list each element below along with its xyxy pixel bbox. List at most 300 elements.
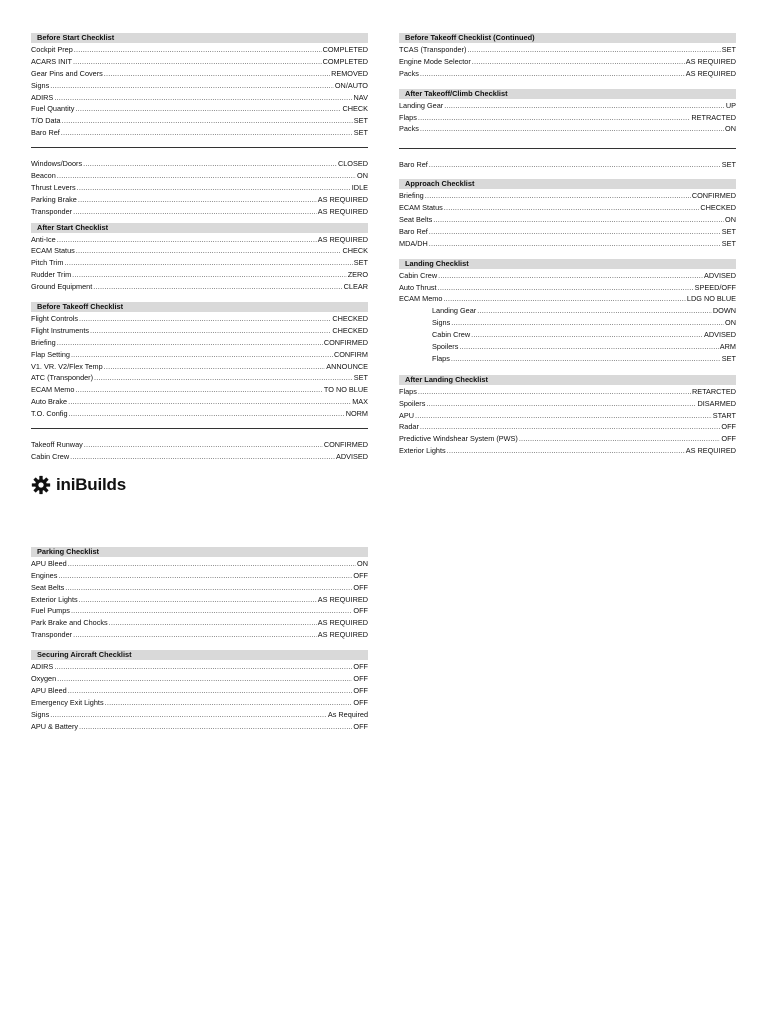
- checklist-item-label: Baro Ref: [399, 160, 428, 170]
- dot-leader: [54, 661, 352, 673]
- checklist-item-value: COMPLETED: [322, 56, 368, 66]
- checklist-item-value: OFF: [721, 422, 736, 432]
- checklist-item-label: ECAM Status: [399, 203, 443, 213]
- checklist-item-label: Exterior Lights: [31, 594, 78, 604]
- checklist-item-value: ARM: [719, 342, 736, 352]
- checklist-item-label: Flaps: [399, 112, 417, 122]
- checklist-item-value: ADVISED: [703, 330, 736, 340]
- section-header: Before Start Checklist: [31, 33, 368, 43]
- section-header: After Start Checklist: [31, 223, 368, 233]
- checklist-item-value: AS REQUIRED: [317, 594, 368, 604]
- checklist-item: [31, 44, 368, 56]
- dot-leader: [71, 349, 333, 361]
- dot-leader: [65, 582, 352, 594]
- dot-leader: [418, 386, 691, 398]
- checklist-item: [399, 293, 736, 305]
- dot-leader: [71, 605, 352, 617]
- before-start-checklist: [31, 33, 368, 139]
- checklist-item-label: ECAM Memo: [31, 385, 75, 395]
- dot-leader: [50, 80, 334, 92]
- checklist-item-label: Ground Equipment: [31, 282, 93, 292]
- checklist-item: [31, 408, 368, 420]
- checklist-item-label: Seat Belts: [399, 215, 433, 225]
- checklist-item-value: CHECKED: [332, 314, 368, 324]
- dot-leader: [61, 127, 353, 139]
- checklist-item-value: OFF: [353, 721, 368, 731]
- checklist-item-label: ACARS INIT: [31, 56, 72, 66]
- checklist-item-value: AS REQUIRED: [685, 56, 736, 66]
- checklist-item: [31, 115, 368, 127]
- checklist-item: [31, 439, 368, 451]
- checklist-item: [399, 238, 736, 250]
- checklist-item-value: AS REQUIRED: [317, 618, 368, 628]
- checklist-item-value: NAV: [353, 92, 368, 102]
- checklist-item-label: MDA/DH: [399, 238, 428, 248]
- dot-leader: [471, 329, 703, 341]
- checklist-item: [31, 56, 368, 68]
- checklist-item-value: AS REQUIRED: [317, 234, 368, 244]
- checklist-item-value: ADVISED: [703, 270, 736, 280]
- checklist-item-label: Takeoff Runway: [31, 440, 83, 450]
- checklist-item-value: REMOVED: [331, 68, 368, 78]
- checklist-item-value: ON: [725, 215, 736, 225]
- checklist-item-label: Landing Gear: [399, 100, 444, 110]
- checklist-item-label: TCAS (Transponder): [399, 45, 467, 54]
- checklist-item: [31, 605, 368, 617]
- checklist-item-label: APU: [399, 410, 415, 420]
- right-column: [399, 33, 736, 457]
- checklist-item-label: Packs: [399, 124, 419, 134]
- checklist-item-value: NORM: [345, 409, 368, 419]
- checklist-item: [31, 182, 368, 194]
- checklist-item: [31, 68, 368, 80]
- checklist-item-label: APU & Battery: [31, 721, 79, 731]
- checklist-item: [399, 226, 736, 238]
- checklist-item-value: ON: [725, 124, 736, 134]
- checklist-item-value: START: [712, 410, 736, 420]
- dot-leader: [68, 685, 353, 697]
- checklist-item-label: Cockpit Prep: [31, 45, 73, 54]
- checklist-item-label: Spoilers: [399, 398, 426, 408]
- dot-leader: [54, 92, 352, 104]
- checklist-item-value: ANNOUNCE: [326, 361, 368, 371]
- after-takeoff-climb-checklist: [399, 89, 736, 136]
- checklist-item-value: SET: [721, 45, 736, 54]
- checklist-item-value: OFF: [353, 673, 368, 683]
- checklist-item-value: AS REQUIRED: [317, 206, 368, 216]
- dot-leader: [477, 305, 712, 317]
- checklist-item: [399, 421, 736, 433]
- checklist-item-value: SET: [721, 238, 736, 248]
- checklist-item: [399, 317, 736, 329]
- section-header: Approach Checklist: [399, 179, 736, 189]
- checklist-item: [31, 570, 368, 582]
- checklist-item-label: Park Brake and Chocks: [31, 618, 108, 628]
- checklist-item-value: SPEED/OFF: [694, 282, 736, 292]
- dot-leader: [472, 56, 685, 68]
- dot-leader: [415, 410, 712, 422]
- securing-aircraft-checklist: [31, 650, 368, 732]
- dot-leader: [75, 103, 341, 115]
- checklist-item: [31, 158, 368, 170]
- checklist-item: [31, 685, 368, 697]
- checklist-item-label: APU Bleed: [31, 558, 67, 568]
- checklist-item: [31, 451, 368, 463]
- checklist-item-value: SET: [353, 116, 368, 126]
- checklist-item-value: ON: [357, 558, 368, 568]
- checklist-item-label: Parking Brake: [31, 194, 77, 204]
- checklist-item-label: Pitch Trim: [31, 258, 64, 268]
- checklist-item: [31, 281, 368, 293]
- checklist-item-label: Exterior Lights: [399, 446, 446, 456]
- checklist-item: [399, 190, 736, 202]
- section-header: After Takeoff/Climb Checklist: [399, 89, 736, 99]
- dot-leader: [94, 372, 353, 384]
- checklist-item-value: IDLE: [351, 182, 368, 192]
- logo-text: iniBuilds: [56, 474, 126, 494]
- dot-leader: [433, 214, 724, 226]
- checklist-item-value: CLOSED: [337, 159, 368, 169]
- dot-leader: [438, 270, 703, 282]
- dot-leader: [429, 238, 721, 250]
- checklist-item-value: CONFIRMED: [323, 440, 368, 450]
- checklist-item: [399, 68, 736, 80]
- checklist-item-label: Engine Mode Selector: [399, 56, 471, 66]
- dot-leader: [429, 159, 721, 171]
- checklist-item-label: ECAM Status: [31, 246, 75, 256]
- dot-leader: [73, 629, 317, 641]
- checklist-item: [31, 92, 368, 104]
- checklist-item: [31, 206, 368, 218]
- checklist-item: [31, 617, 368, 629]
- checklist-item: [399, 282, 736, 294]
- checklist-item: [399, 214, 736, 226]
- checklist-item-value: RETRACTED: [691, 112, 736, 122]
- checklist-item-label: Rudder Trim: [31, 270, 72, 280]
- dot-leader: [93, 281, 342, 293]
- checklist-item: [31, 594, 368, 606]
- checklist-item-label: Emergency Exit Lights: [31, 697, 104, 707]
- dot-leader: [467, 44, 720, 56]
- checklist-item: [31, 629, 368, 641]
- checklist-item-value: SET: [721, 353, 736, 363]
- checklist-item: [31, 582, 368, 594]
- checklist-item-label: Gear Pins and Covers: [31, 68, 103, 78]
- checklist-item: [399, 398, 736, 410]
- section-header: Before Takeoff Checklist: [31, 302, 368, 312]
- checklist-item-value: As Required: [327, 709, 368, 719]
- dot-leader: [426, 398, 696, 410]
- checklist-item-value: CONFIRMED: [691, 191, 736, 201]
- checklist-item: [399, 202, 736, 214]
- checklist-item-label: Radar: [399, 422, 419, 432]
- checklist-item-value: MAX: [352, 397, 368, 407]
- dot-leader: [519, 433, 721, 445]
- section-header: Parking Checklist: [31, 547, 368, 557]
- checklist-item-value: ON/AUTO: [334, 80, 368, 90]
- dot-leader: [79, 313, 331, 325]
- checklist-item-value: ON: [725, 318, 736, 328]
- dot-leader: [70, 451, 335, 463]
- left-column: [31, 33, 368, 732]
- checklist-item-label: Cabin Crew: [31, 451, 70, 461]
- dot-leader: [420, 421, 721, 433]
- checklist-item: [399, 386, 736, 398]
- dot-leader: [72, 269, 347, 281]
- checklist-item-label: T/O Data: [31, 116, 61, 126]
- checklist-item-value: OFF: [353, 582, 368, 592]
- dot-leader: [64, 257, 352, 269]
- checklist-item: [399, 445, 736, 457]
- before-takeoff-checklist-continued: [31, 439, 368, 463]
- section-header: Landing Checklist: [399, 259, 736, 269]
- checklist-item: [399, 341, 736, 353]
- checklist-item-value: COMPLETED: [322, 45, 368, 54]
- parking-checklist: [31, 547, 368, 641]
- dot-leader: [90, 325, 331, 337]
- checklist-item: [399, 329, 736, 341]
- checklist-item-label: Flaps: [432, 353, 450, 363]
- checklist-item-label: Cabin Crew: [432, 330, 471, 340]
- dot-leader: [444, 202, 700, 214]
- checklist-item-value: OFF: [353, 570, 368, 580]
- checklist-item-value: AS REQUIRED: [317, 194, 368, 204]
- checklist-item: [31, 80, 368, 92]
- before-takeoff-checklist: [31, 302, 368, 420]
- checklist-item-value: CHECK: [342, 246, 368, 256]
- dot-leader: [109, 617, 317, 629]
- checklist-item: [399, 305, 736, 317]
- dot-leader: [69, 408, 345, 420]
- checklist-item-label: Transponder: [31, 206, 73, 216]
- dot-leader: [58, 570, 352, 582]
- checklist-item-value: OFF: [353, 662, 368, 672]
- checklist-item-value: AS REQUIRED: [685, 446, 736, 456]
- dot-leader: [105, 697, 353, 709]
- dot-leader: [57, 234, 317, 246]
- dot-leader: [76, 245, 342, 257]
- checklist-item: [31, 245, 368, 257]
- checklist-item-label: V1. VR. V2/Flex Temp: [31, 361, 103, 371]
- checklist-item-value: AS REQUIRED: [685, 68, 736, 78]
- checklist-item-value: RETARCTED: [691, 386, 736, 396]
- checklist-item-value: CHECKED: [700, 203, 736, 213]
- checklist-item-value: DISARMED: [697, 398, 736, 408]
- checklist-item: [31, 127, 368, 139]
- approach-checklist: [399, 179, 736, 249]
- inibuilds-logo: [31, 474, 368, 496]
- checklist-item-label: Engines: [31, 570, 58, 580]
- checklist-item-value: SET: [721, 160, 736, 170]
- dot-leader: [420, 123, 724, 135]
- after-start-checklist: [31, 223, 368, 293]
- checklist-item: [399, 433, 736, 445]
- checklist-item: [399, 44, 736, 56]
- checklist-item-label: ECAM Memo: [399, 294, 443, 304]
- checklist-item-label: T.O. Config: [31, 409, 68, 419]
- checklist-item: [31, 558, 368, 570]
- checklist-item-value: OFF: [353, 685, 368, 695]
- checklist-item-label: Anti-Ice: [31, 234, 56, 244]
- after-takeoff-climb-checklist-continued: [399, 159, 736, 171]
- checklist-item: [31, 337, 368, 349]
- checklist-item-value: ON: [357, 171, 368, 181]
- checklist-item-label: Briefing: [399, 191, 424, 201]
- checklist-item: [31, 721, 368, 733]
- checklist-item-value: SET: [353, 258, 368, 268]
- dot-leader: [68, 558, 356, 570]
- checklist-item-label: Thrust Levers: [31, 182, 76, 192]
- checklist-item-value: SET: [353, 128, 368, 138]
- dot-leader: [104, 68, 330, 80]
- section-header: After Landing Checklist: [399, 375, 736, 385]
- dot-leader: [62, 115, 353, 127]
- checklist-item-value: ADVISED: [335, 451, 368, 461]
- dot-leader: [438, 282, 694, 294]
- checklist-item-value: UP: [725, 100, 736, 110]
- dot-leader: [418, 112, 691, 124]
- checklist-item-label: Baro Ref: [399, 226, 428, 236]
- dot-leader: [74, 44, 322, 56]
- checklist-item-label: Beacon: [31, 171, 56, 181]
- checklist-item: [31, 234, 368, 246]
- dot-leader: [451, 317, 724, 329]
- checklist-item-value: CONFIRMED: [323, 337, 368, 347]
- checklist-item: [31, 269, 368, 281]
- dot-leader: [50, 709, 327, 721]
- dot-leader: [57, 170, 356, 182]
- dot-leader: [83, 158, 337, 170]
- checklist-item-value: CHECK: [342, 104, 368, 114]
- checklist-item: [31, 384, 368, 396]
- checklist-item-label: Briefing: [31, 337, 56, 347]
- checklist-item-value: CLEAR: [343, 282, 368, 292]
- checklist-item: [31, 661, 368, 673]
- checklist-item-value: CONFIRM: [333, 349, 368, 359]
- gear-icon: [31, 475, 51, 495]
- checklist-item: [399, 353, 736, 365]
- dot-leader: [57, 673, 352, 685]
- checklist-item-label: Fuel Quantity: [31, 104, 75, 114]
- checklist-item: [399, 100, 736, 112]
- checklist-item-label: Predictive Windshear System (PWS): [399, 434, 518, 444]
- checklist-item-label: ADIRS: [31, 92, 54, 102]
- dot-leader: [77, 182, 351, 194]
- checklist-item-label: Windows/Doors: [31, 159, 83, 169]
- checklist-item: [31, 396, 368, 408]
- checklist-item: [399, 410, 736, 422]
- checklist-item-label: Spoilers: [432, 342, 459, 352]
- checklist-item-label: Flight Instruments: [31, 325, 89, 335]
- dot-leader: [420, 68, 685, 80]
- checklist-item-label: Flaps: [399, 386, 417, 396]
- checklist-item: [31, 709, 368, 721]
- checklist-item-label: APU Bleed: [31, 685, 67, 695]
- checklist-item: [31, 349, 368, 361]
- checklist-item-value: OFF: [353, 606, 368, 616]
- checklist-item-label: Seat Belts: [31, 582, 65, 592]
- checklist-item-value: CHECKED: [332, 325, 368, 335]
- dot-leader: [79, 594, 317, 606]
- checklist-item: [31, 103, 368, 115]
- checklist-item-value: AS REQUIRED: [317, 630, 368, 640]
- checklist-item-label: Baro Ref: [31, 128, 60, 138]
- dot-leader: [429, 226, 721, 238]
- checklist-item: [31, 194, 368, 206]
- checklist-item-label: ATC (Transponder): [31, 373, 94, 383]
- checklist-item: [399, 56, 736, 68]
- landing-checklist: [399, 259, 736, 365]
- checklist-item-label: Flap Setting: [31, 349, 70, 359]
- checklist-item: [31, 325, 368, 337]
- dot-leader: [78, 194, 317, 206]
- checklist-item-label: Signs: [432, 318, 451, 328]
- dot-leader: [444, 100, 725, 112]
- after-landing-checklist: [399, 375, 736, 457]
- checklist-item-value: LDG NO BLUE: [686, 294, 736, 304]
- before-takeoff-checklist-continued: [399, 33, 736, 80]
- checklist-item-value: TO NO BLUE: [323, 385, 368, 395]
- checklist-item-label: Signs: [31, 80, 50, 90]
- dot-leader: [75, 384, 323, 396]
- checklist-item-value: OFF: [721, 434, 736, 444]
- dot-leader: [73, 206, 317, 218]
- section-header: Before Takeoff Checklist (Continued): [399, 33, 736, 43]
- checklist-item-label: Landing Gear: [432, 306, 477, 316]
- checklist-item-label: Flight Controls: [31, 314, 79, 324]
- checklist-item: [31, 257, 368, 269]
- checklist-item-label: Cabin Crew: [399, 270, 438, 280]
- checklist-item-value: OFF: [353, 697, 368, 707]
- checklist-item: [31, 170, 368, 182]
- checklist-item-label: Signs: [31, 709, 50, 719]
- checklist-item: [31, 361, 368, 373]
- dot-leader: [57, 337, 323, 349]
- checklist-item: [399, 123, 736, 135]
- dot-leader: [73, 56, 322, 68]
- dot-leader: [447, 445, 685, 457]
- checklist-item-label: Auto Brake: [31, 397, 68, 407]
- checklist-item-label: Packs: [399, 68, 419, 78]
- checklist-item-value: DOWN: [712, 306, 736, 316]
- checklist-item-label: Fuel Pumps: [31, 606, 70, 616]
- dot-leader: [451, 353, 721, 365]
- dot-leader: [459, 341, 718, 353]
- checklist-item-label: Transponder: [31, 630, 73, 640]
- checklist-item: [31, 673, 368, 685]
- checklist-item-label: Oxygen: [31, 673, 57, 683]
- checklist-item-label: Auto Thrust: [399, 282, 437, 292]
- dot-leader: [84, 439, 323, 451]
- checklist-item: [31, 372, 368, 384]
- dot-leader: [425, 190, 691, 202]
- checklist-item: [31, 313, 368, 325]
- dot-leader: [104, 361, 326, 373]
- before-start-checklist-continued: [31, 158, 368, 217]
- checklist-item-value: SET: [353, 373, 368, 383]
- checklist-item-value: SET: [721, 226, 736, 236]
- dot-leader: [68, 396, 351, 408]
- checklist-item-value: ZERO: [347, 270, 368, 280]
- section-header: Securing Aircraft Checklist: [31, 650, 368, 660]
- checklist-item: [399, 112, 736, 124]
- checklist-item: [399, 270, 736, 282]
- checklist-item: [399, 159, 736, 171]
- checklist-item-label: ADIRS: [31, 662, 54, 672]
- dot-leader: [443, 293, 686, 305]
- checklist-item: [31, 697, 368, 709]
- dot-leader: [79, 721, 352, 733]
